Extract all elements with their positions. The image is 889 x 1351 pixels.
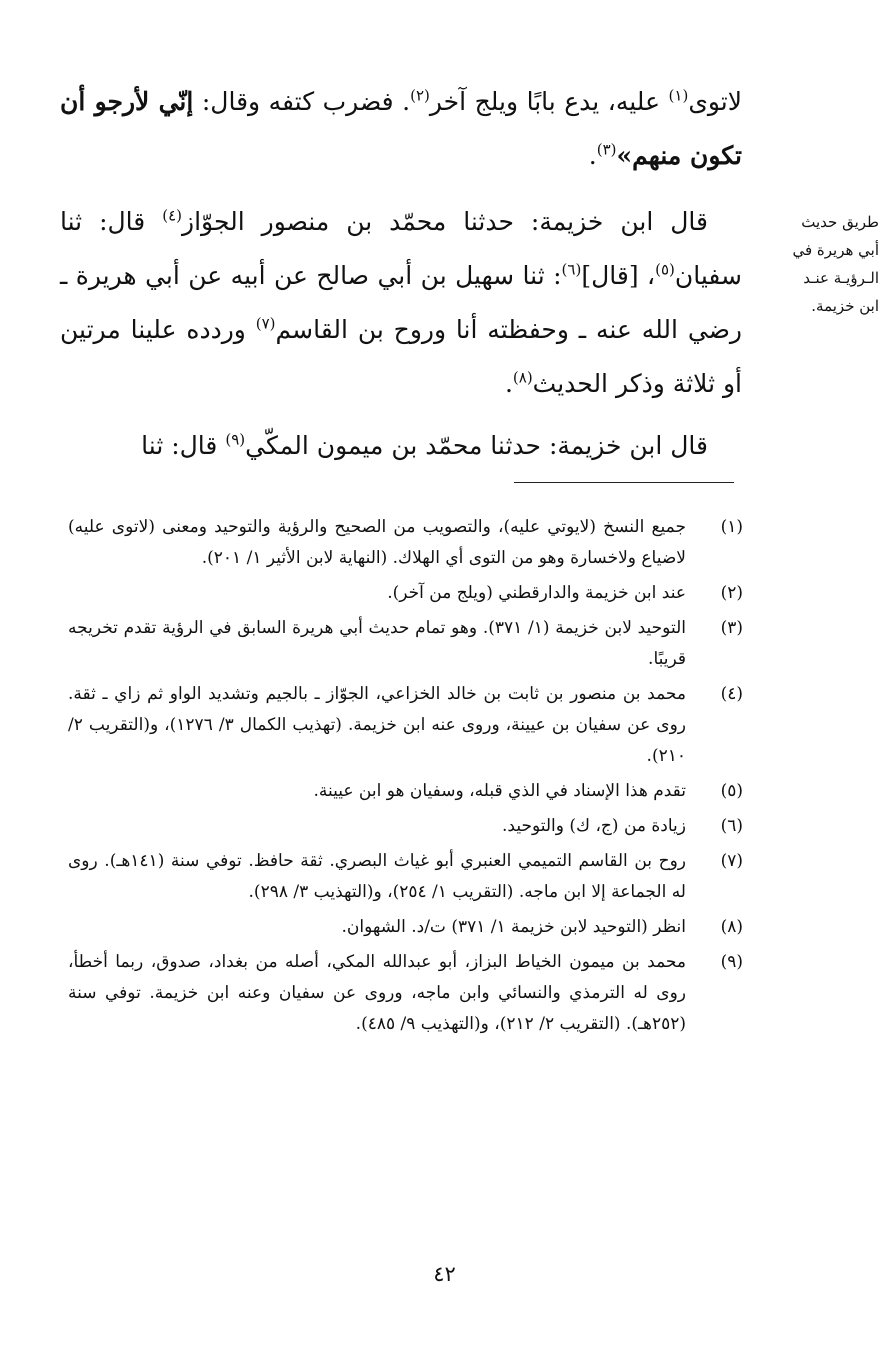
- footnote-ref-3[interactable]: (٣): [596, 140, 617, 159]
- text-run: . فضرب كتفه وقال:: [193, 87, 411, 116]
- footnote-2: [68, 578, 743, 609]
- footnote-separator: [514, 482, 734, 483]
- footnote-text: تقدم هذا الإسناد في الذي قبله، وسفيان هو ابن عيينة.: [313, 781, 686, 801]
- text-run: قال ابن خزيمة: حدثنا محمّد بن ميمون المكّي: [245, 431, 708, 460]
- footnote-text: محمد بن منصور بن ثابت بن خالد الخزاعي، الجوّاز ـ بالجيم وتشديد الواو ثم زاي ـ ثقة. روى عن سفيان بن عيينة، وروى عنه ابن خزيمة. (تهذيب الكمال ٣/ ١٢٧٦)، و(التقريب ٢/ ٢١٠).: [68, 684, 686, 766]
- footnote-9: [68, 947, 743, 1040]
- margin-note-line: أبي هريرة في: [792, 241, 879, 259]
- footnote-ref-7[interactable]: (٧): [255, 314, 276, 333]
- text-run: ، [قال]: [581, 261, 656, 290]
- bold-quote: إنّي لأرجو أن تكون منهم»: [60, 87, 742, 170]
- footnote-number: (٨): [720, 917, 743, 937]
- text-run: .: [588, 141, 597, 170]
- margin-note-line: الـرؤيـة عنـد: [803, 269, 879, 287]
- footnote-ref-5[interactable]: (٥): [655, 260, 675, 279]
- footnote-text: محمد بن ميمون الخياط البزاز، أبو عبدالله المكي، أصله من بغداد، صدوق، ربما أخطأ، روى له الترمذي والنسائي وابن ماجه، وروى عن سفيان وعنه ابن خزيمة. توفي سنة (٢٥٢هـ). (التقريب ٢/ ٢١٢)، و(التهذيب ٩/ ٤٨٥).: [68, 952, 686, 1034]
- text-run: قال ابن خزيمة: حدثنا محمّد بن منصور الجوّاز: [182, 207, 709, 236]
- text-run: عليه، يدع بابًا ويلج آخر: [429, 87, 669, 116]
- footnotes: [68, 512, 743, 1044]
- footnote-7: [68, 846, 743, 908]
- margin-note-line: ابن خزيمة.: [811, 297, 879, 315]
- footnote-1: [68, 512, 743, 574]
- text-run: وردده علينا مرتين أو ثلاثة وذكر الحديث: [60, 315, 742, 398]
- footnote-text: التوحيد لابن خزيمة (١/ ٣٧١). وهو تمام حديث أبي هريرة السابق في الرؤية تقدم تخريجه قريبًا.: [68, 618, 686, 669]
- footnote-text: زيادة من (ج، ك) والتوحيد.: [502, 816, 686, 836]
- footnote-text: انظر (التوحيد لابن خزيمة ١/ ٣٧١) ت/د. الشهوان.: [341, 917, 686, 937]
- footnote-number: (٥): [720, 781, 743, 801]
- paragraph-2: [60, 195, 742, 411]
- paragraph-1: [60, 75, 742, 183]
- text-run: : ثنا سهيل بن أبي صالح عن أبيه عن أبي هريرة ـ رضي الله عنه ـ وحفظته أنا وروح بن القاسم: [60, 261, 742, 344]
- footnote-number: (٣): [720, 618, 743, 638]
- text-run: لاتوى: [688, 87, 743, 116]
- margin-note-line: طريق حديث: [801, 213, 879, 231]
- footnote-number: (٩): [720, 952, 743, 972]
- footnote-ref-4[interactable]: (٤): [162, 206, 183, 225]
- text-run: قال: ثنا سفيان: [60, 207, 743, 290]
- footnote-8: [68, 912, 743, 943]
- footnote-number: (٢): [720, 583, 743, 603]
- footnote-6: [68, 811, 743, 842]
- footnote-4: [68, 679, 743, 772]
- footnote-ref-1[interactable]: (١): [668, 86, 689, 105]
- footnote-text: جميع النسخ (لايوتي عليه)، والتصويب من الصحيح والرؤية والتوحيد ومعنى (لاتوى عليه) لاضياع ولاخسارة وهو من التوى أي الهلاك. (النهاية لابن الأثير ١/ ٢٠١).: [68, 517, 686, 568]
- footnote-ref-9[interactable]: (٩): [225, 430, 246, 449]
- page-number: ٤٢: [433, 1262, 456, 1286]
- footnote-number: (١): [720, 517, 743, 537]
- footnote-5: [68, 776, 743, 807]
- footnote-text: روح بن القاسم التميمي العنبري أبو غياث البصري. ثقة حافظ. توفي سنة (١٤١هـ). روى له الجماعة إلا ابن ماجه. (التقريب ١/ ٢٥٤)، و(التهذيب ٣/ ٢٩٨).: [68, 851, 686, 902]
- footnote-number: (٦): [720, 816, 743, 836]
- text-run: قال: ثنا: [141, 431, 226, 460]
- footnote-ref-2[interactable]: (٢): [410, 86, 430, 105]
- main-text: [60, 75, 742, 473]
- footnote-3: [68, 613, 743, 675]
- footnote-ref-6[interactable]: (٦): [561, 260, 582, 279]
- footnote-number: (٧): [720, 851, 743, 871]
- footnote-ref-8[interactable]: (٨): [512, 368, 533, 387]
- paragraph-3: [60, 419, 742, 473]
- footnote-text: عند ابن خزيمة والدارقطني (ويلج من آخر).: [387, 583, 686, 603]
- margin-note: [779, 208, 879, 320]
- footnote-number: (٤): [720, 684, 743, 704]
- text-run: .: [504, 369, 513, 398]
